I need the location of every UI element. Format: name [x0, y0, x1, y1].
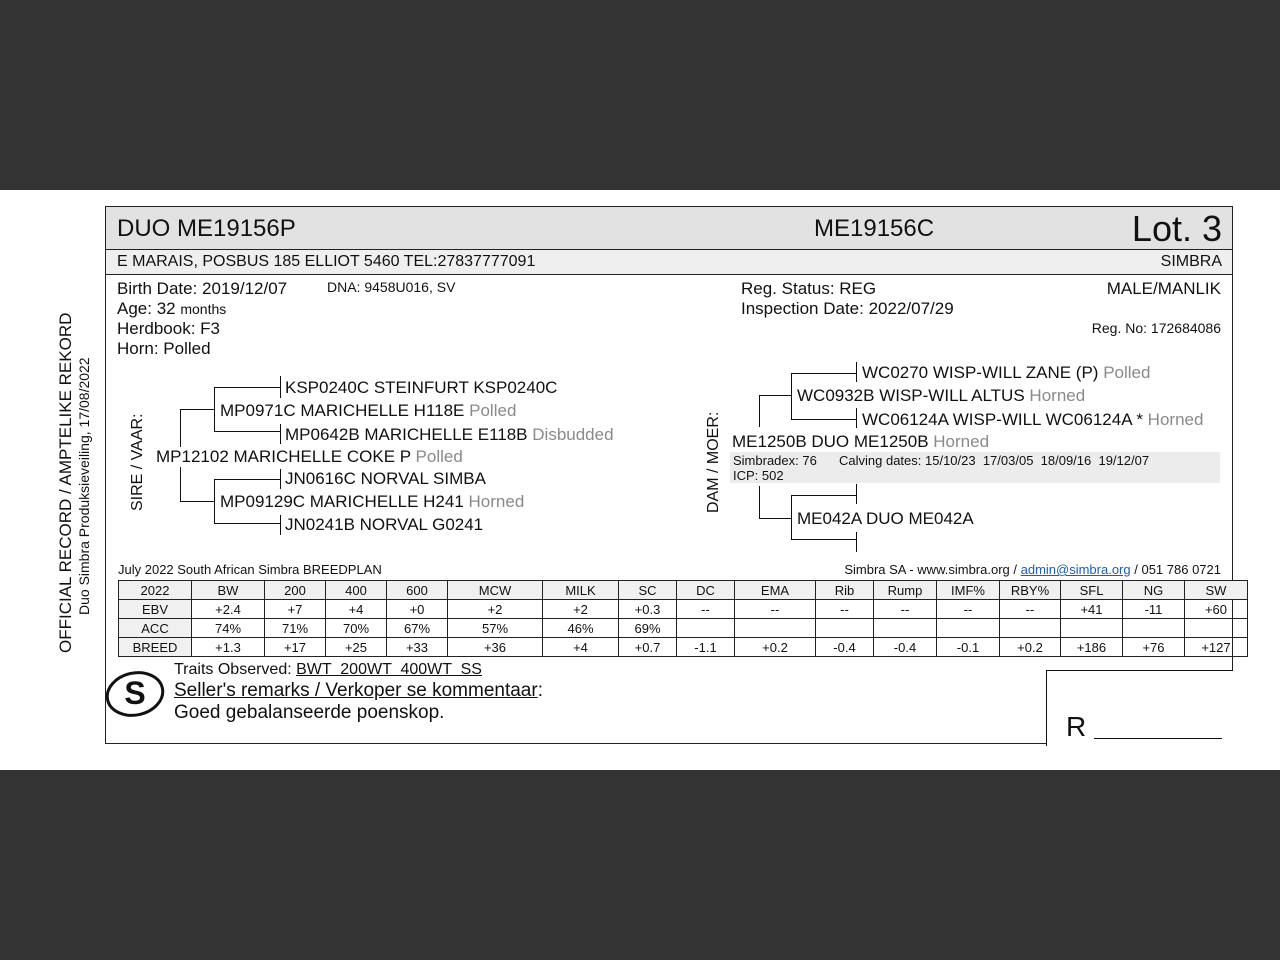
- ebv-cell: [1000, 619, 1061, 638]
- ebv-header-cell: MILK: [543, 581, 619, 600]
- dam-entry: [732, 432, 989, 452]
- price-box-border: [1046, 670, 1047, 746]
- breedplan-title: July 2022 South African Simbra BREEDPLAN: [118, 562, 382, 577]
- pedigree-line: [759, 518, 791, 519]
- ebv-cell: +0: [387, 600, 448, 619]
- icp: ICP: 502: [733, 468, 784, 483]
- ebv-table: [118, 580, 1248, 657]
- remarks-heading: [174, 680, 543, 702]
- ebv-cell: --: [1000, 600, 1061, 619]
- ebv-cell: -0.4: [874, 638, 937, 657]
- sire-name: MP12102 MARICHELLE COKE P: [156, 447, 411, 466]
- ebv-cell: [874, 619, 937, 638]
- ebv-cell: +0.7: [619, 638, 677, 657]
- dam-name: ME1250B DUO ME1250B: [732, 432, 929, 451]
- dam-gs1-entry: [797, 386, 1085, 406]
- pedigree-line: [791, 373, 792, 419]
- ebv-row: [119, 619, 1248, 638]
- sale-label: Duo Simbra Produksieveiling, 17/08/2022: [76, 357, 92, 615]
- dam-ggd1-note: Horned: [1147, 410, 1204, 429]
- pedigree-line: [791, 495, 792, 539]
- dam-ggs1-name: WC0270 WISP-WILL ZANE (P): [862, 363, 1099, 382]
- dam-gs1-note: Horned: [1029, 386, 1086, 405]
- ggs2-entry: [285, 469, 486, 489]
- sire-entry: [156, 447, 463, 467]
- dam-gd2-name: ME042A DUO ME042A: [797, 509, 974, 528]
- ebv-header-cell: RBY%: [1000, 581, 1061, 600]
- lot-number: Lot. 3: [1131, 208, 1222, 249]
- horn-status: Horn: Polled: [117, 339, 211, 358]
- gs1-entry: [220, 401, 516, 421]
- ebv-cell: +33: [387, 638, 448, 657]
- pedigree-line: [759, 395, 760, 427]
- calving-dates: Calving dates: 15/10/23 17/03/05 18/09/16 19/12/07: [839, 453, 1150, 468]
- ebv-header-cell: SW: [1185, 581, 1248, 600]
- traits-label: Traits Observed:: [174, 661, 292, 678]
- ebv-header-cell: DC: [677, 581, 735, 600]
- sire-note: Polled: [415, 447, 463, 466]
- ebv-cell: 57%: [448, 619, 543, 638]
- ebv-header-cell: Rump: [874, 581, 937, 600]
- ebv-cell: -0.4: [816, 638, 874, 657]
- ebv-header-cell: Rib: [816, 581, 874, 600]
- pedigree-line: [180, 501, 214, 502]
- ebv-cell: +127: [1185, 638, 1248, 657]
- sex-label: MALE/MANLIK: [1106, 279, 1221, 298]
- remarks-label: Seller's remarks / Verkoper se kommentaar: [174, 680, 538, 701]
- pedigree-line: [280, 424, 281, 444]
- pedigree-line: [280, 515, 281, 535]
- ggd1-name: MP0642B MARICHELLE E118B: [285, 425, 528, 444]
- remarks-text: Goed gebalanseerde poenskop.: [174, 702, 445, 723]
- sire-label: SIRE / VAAR:: [129, 413, 146, 511]
- owner-address: E MARAIS, POSBUS 185 ELLIOT 5460 TEL:27837777091: [117, 253, 536, 270]
- ebv-header-cell: 400: [326, 581, 387, 600]
- ebv-cell: [1185, 619, 1248, 638]
- ebv-header-cell: NG: [1123, 581, 1185, 600]
- pedigree-line: [856, 362, 857, 382]
- contact-suffix: / 051 786 0721: [1134, 562, 1221, 577]
- pedigree-line: [791, 495, 857, 496]
- gs2-note: Horned: [468, 492, 525, 511]
- ebv-header-cell: IMF%: [937, 581, 1000, 600]
- ggs1-name: KSP0240C STEINFURT KSP0240C: [285, 378, 558, 397]
- ebv-cell: +1.3: [192, 638, 265, 657]
- pedigree-line: [214, 479, 215, 523]
- dam-ggd1-name: WC06124A WISP-WILL WC06124A *: [862, 410, 1143, 429]
- pedigree-line: [856, 408, 857, 428]
- ebv-cell: +2: [543, 600, 619, 619]
- pedigree-line: [214, 523, 280, 524]
- ebv-cell: +7: [265, 600, 326, 619]
- pedigree-line: [791, 373, 857, 374]
- ggs2-name: JN0616C NORVAL SIMBA: [285, 469, 486, 488]
- simbradex: Simbradex: 76: [733, 453, 817, 468]
- ebv-header-cell: MCW: [448, 581, 543, 600]
- ebv-cell: --: [735, 600, 816, 619]
- reg-number: Reg. No: 172684086: [1091, 320, 1221, 336]
- dam-gs1-name: WC0932B WISP-WILL ALTUS: [797, 386, 1025, 405]
- ebv-cell: -11: [1123, 600, 1185, 619]
- ebv-cell: [677, 619, 735, 638]
- dam-note: Horned: [933, 432, 990, 451]
- gs2-name: MP09129C MARICHELLE H241: [220, 492, 464, 511]
- ggd2-name: JN0241B NORVAL G0241: [285, 515, 484, 534]
- ebv-cell: -0.1: [937, 638, 1000, 657]
- breed-label: SIMBRA: [1160, 253, 1222, 270]
- pedigree-line: [856, 532, 857, 552]
- pedigree-line: [180, 409, 214, 410]
- ebv-cell: [735, 619, 816, 638]
- pedigree-line: [759, 395, 791, 396]
- ebv-header-row: [119, 581, 1248, 600]
- reg-status: Reg. Status: REG: [741, 279, 877, 298]
- ebv-cell: +76: [1123, 638, 1185, 657]
- ebv-row-label: ACC: [119, 619, 192, 638]
- ebv-cell: 74%: [192, 619, 265, 638]
- ebv-cell: -1.1: [677, 638, 735, 657]
- animal-name: DUO ME19156P: [117, 215, 296, 242]
- pedigree-line: [280, 376, 281, 398]
- birth-date: Birth Date: 2019/12/07: [117, 279, 288, 298]
- pedigree-line: [214, 387, 280, 388]
- animal-id-code: ME19156C: [814, 215, 935, 242]
- remarks-colon: :: [537, 680, 543, 701]
- ebv-cell: 46%: [543, 619, 619, 638]
- ebv-cell: +25: [326, 638, 387, 657]
- ebv-cell: +186: [1061, 638, 1123, 657]
- dna-info: DNA: 9458U016, SV: [327, 279, 456, 295]
- ggd2-entry: [285, 515, 483, 535]
- ebv-cell: --: [677, 600, 735, 619]
- ebv-cell: +2: [448, 600, 543, 619]
- price-underline[interactable]: [1094, 738, 1222, 739]
- dam-stats-box: [730, 452, 1220, 483]
- ggs1-entry: [285, 378, 557, 398]
- ebv-header-cell: EMA: [735, 581, 816, 600]
- ebv-cell: +36: [448, 638, 543, 657]
- ebv-cell: 70%: [326, 619, 387, 638]
- traits-value: BWT 200WT 400WT SS: [296, 661, 482, 678]
- ebv-cell: --: [816, 600, 874, 619]
- traits-observed: [174, 661, 482, 679]
- ebv-cell: +4: [543, 638, 619, 657]
- ebv-row-label: EBV: [119, 600, 192, 619]
- ebv-cell: +2.4: [192, 600, 265, 619]
- age-value: Age: 32: [117, 299, 176, 318]
- pedigree-line: [791, 419, 857, 420]
- ebv-header-cell: 2022: [119, 581, 192, 600]
- inspection-date: Inspection Date: 2022/07/29: [741, 299, 954, 318]
- dam-gd2-entry: [797, 509, 974, 529]
- ebv-row: [119, 600, 1248, 619]
- catalogue-sheet: [0, 190, 1280, 770]
- gs1-name: MP0971C MARICHELLE H118E: [220, 401, 465, 420]
- pedigree-line: [214, 387, 215, 431]
- age-unit: months: [180, 301, 227, 317]
- pedigree-line: [791, 539, 857, 540]
- ebv-header-cell: SC: [619, 581, 677, 600]
- ebv-cell: +41: [1061, 600, 1123, 619]
- gs2-entry: [220, 492, 524, 512]
- ebv-cell: 69%: [619, 619, 677, 638]
- pedigree-line: [214, 431, 280, 432]
- ebv-header-cell: 600: [387, 581, 448, 600]
- ebv-cell: [937, 619, 1000, 638]
- ebv-row: [119, 638, 1248, 657]
- ebv-cell: +60: [1185, 600, 1248, 619]
- logo-letter: S: [124, 675, 146, 711]
- breedplan-contact: [844, 562, 1221, 577]
- pedigree-line: [280, 469, 281, 489]
- contact-prefix: Simbra SA - www.simbra.org /: [844, 562, 1017, 577]
- ebv-header-cell: 200: [265, 581, 326, 600]
- ebv-cell: [816, 619, 874, 638]
- ebv-cell: 71%: [265, 619, 326, 638]
- ebv-cell: +17: [265, 638, 326, 657]
- ebv-cell: +0.3: [619, 600, 677, 619]
- gs1-note: Polled: [469, 401, 517, 420]
- contact-email[interactable]: admin@simbra.org: [1020, 562, 1131, 577]
- ebv-cell: [1061, 619, 1123, 638]
- card-header: [106, 207, 1232, 250]
- pedigree-line: [856, 484, 857, 504]
- age: [117, 299, 226, 319]
- ebv-header-cell: BW: [192, 581, 265, 600]
- ggd1-note: Disbudded: [532, 425, 614, 444]
- dam-ggs1-entry: [862, 363, 1150, 383]
- owner-bar: [106, 250, 1232, 275]
- ebv-cell: 67%: [387, 619, 448, 638]
- price-box-border: [1046, 670, 1233, 671]
- pedigree-line: [759, 486, 760, 518]
- official-record-label: OFFICIAL RECORD / AMPTELIKE REKORD: [56, 312, 75, 653]
- ebv-cell: --: [874, 600, 937, 619]
- ebv-cell: [1123, 619, 1185, 638]
- ebv-cell: +0.2: [1000, 638, 1061, 657]
- herdbook: Herdbook: F3: [117, 319, 220, 338]
- pedigree-line: [214, 479, 280, 480]
- simbra-logo: [104, 668, 166, 720]
- dam-ggd1-entry: [862, 410, 1203, 430]
- ebv-cell: +4: [326, 600, 387, 619]
- dam-label: DAM / MOER:: [705, 411, 722, 513]
- ebv-cell: --: [937, 600, 1000, 619]
- ebv-cell: +0.2: [735, 638, 816, 657]
- ebv-row-label: BREED: [119, 638, 192, 657]
- dam-ggs1-note: Polled: [1103, 363, 1151, 382]
- ebv-header-cell: SFL: [1061, 581, 1123, 600]
- ggd1-entry: [285, 425, 614, 445]
- price-label: R: [1066, 711, 1087, 742]
